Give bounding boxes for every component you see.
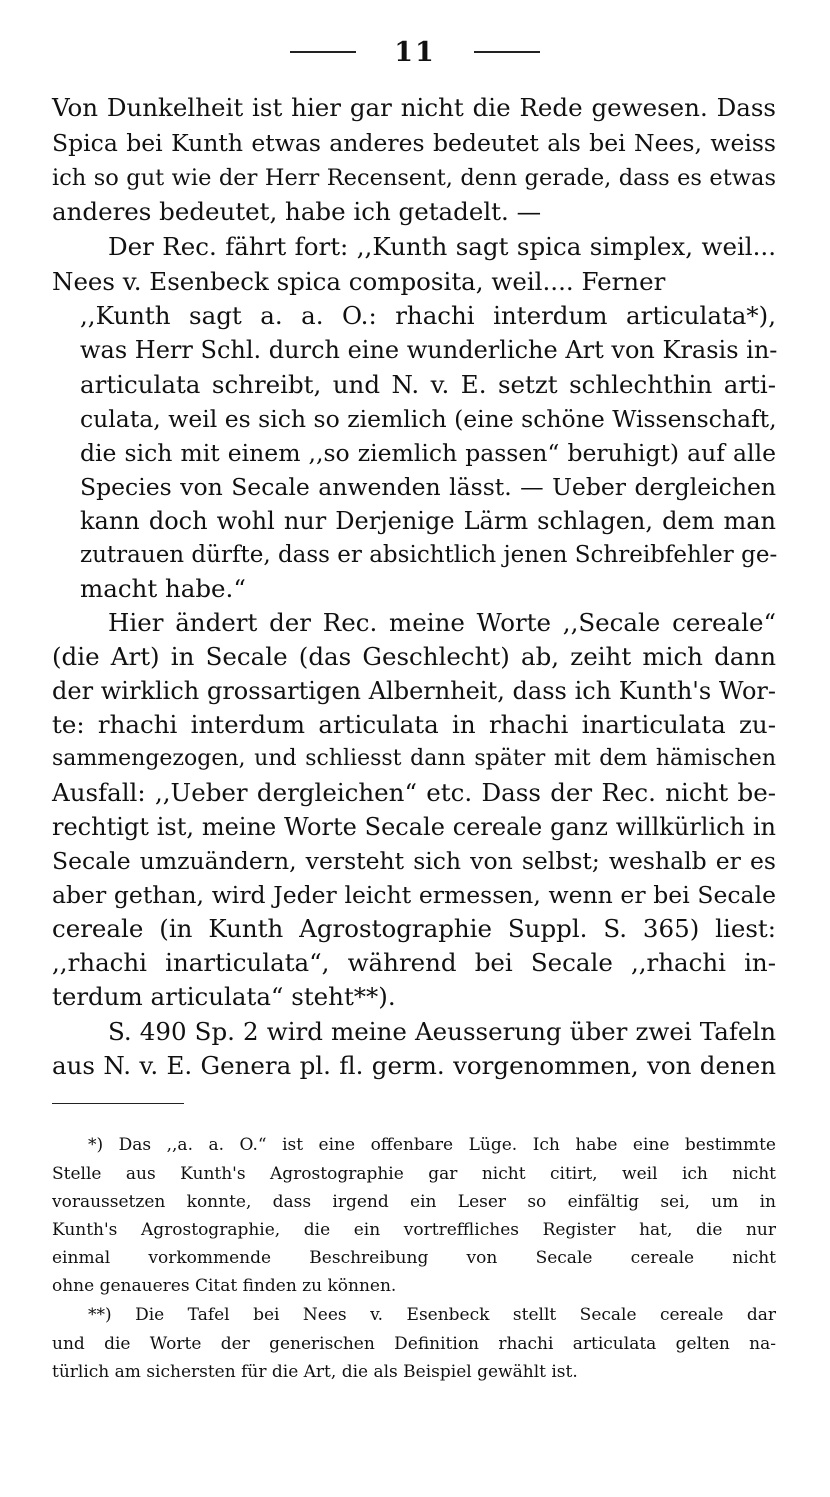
text-line: der wirklich grossartigen Albernheit, dass ich Kunth's Wor- bbox=[52, 677, 776, 705]
text-line: cereale (in Kunth Agrostographie Suppl. S. 365) liest: bbox=[52, 914, 776, 943]
footnote-line: und die Worte der generischen Definition rhachi articulata gelten na- bbox=[52, 1334, 776, 1354]
footnote-line: **) Die Tafel bei Nees v. Esenbeck stellt Secale cereale dar bbox=[88, 1305, 776, 1325]
text-line: ,,Kunth sagt a. a. O.: rhachi interdum articulata*), bbox=[80, 301, 776, 330]
text-line: Spica bei Kunth etwas anderes bedeutet als bei Nees, weiss bbox=[52, 129, 776, 157]
header-dash-left bbox=[290, 51, 356, 53]
text-line: culata, weil es sich so ziemlich (eine schöne Wissenschaft, bbox=[80, 405, 777, 433]
text-line: rechtigt ist, meine Worte Secale cereale ganz willkürlich in bbox=[52, 813, 776, 841]
page-number: 11 bbox=[394, 36, 436, 68]
text-line: Secale umzuändern, versteht sich von selbst; weshalb er es bbox=[52, 847, 776, 875]
footnote-line: einmal vorkommende Beschreibung von Secale cereale nicht bbox=[52, 1248, 776, 1268]
text-line: (die Art) in Secale (das Geschlecht) ab, zeiht mich dann bbox=[52, 642, 776, 671]
text-line: Ausfall: ,,Ueber dergleichen“ etc. Dass der Rec. nicht be- bbox=[52, 778, 776, 807]
page-header bbox=[0, 36, 830, 68]
footnote-separator bbox=[52, 1103, 184, 1104]
text-line: aus N. v. E. Genera pl. fl. germ. vorgenommen, von denen bbox=[52, 1051, 776, 1080]
text-line: sammengezogen, und schliesst dann später mit dem hämischen bbox=[52, 746, 776, 771]
text-line: te: rhachi interdum articulata in rhachi inarticulata zu- bbox=[52, 710, 776, 739]
text-line: articulata schreibt, und N. v. E. setzt schlechthin arti- bbox=[80, 370, 776, 399]
text-line: macht habe.“ bbox=[80, 574, 246, 603]
text-line: S. 490 Sp. 2 wird meine Aeusserung über zwei Tafeln bbox=[108, 1017, 776, 1046]
text-line: terdum articulata“ steht**). bbox=[52, 982, 396, 1011]
text-line: ,,rhachi inarticulata“, während bei Secale ,,rhachi in- bbox=[52, 948, 776, 977]
footnote-line: ohne genaueres Citat finden zu können. bbox=[52, 1276, 397, 1296]
footnote-line: türlich am sichersten für die Art, die als Beispiel gewählt ist. bbox=[52, 1362, 578, 1382]
text-line: Hier ändert der Rec. meine Worte ,,Secale cereale“ bbox=[108, 608, 776, 637]
text-line: Species von Secale anwenden lässt. — Ueber dergleichen bbox=[80, 473, 776, 501]
text-line: kann doch wohl nur Derjenige Lärm schlagen, dem man bbox=[80, 507, 776, 535]
footnote-line: Kunth's Agrostographie, die ein vortreffliches Register hat, die nur bbox=[52, 1220, 776, 1240]
header-dash-right bbox=[474, 51, 540, 53]
text-line: anderes bedeutet, habe ich getadelt. — bbox=[52, 197, 542, 226]
text-line: Von Dunkelheit ist hier gar nicht die Rede gewesen. Dass bbox=[52, 93, 776, 122]
text-line: was Herr Schl. durch eine wunderliche Art von Krasis in- bbox=[80, 336, 778, 364]
text-line: Der Rec. fährt fort: ,,Kunth sagt spica simplex, weil... bbox=[108, 232, 776, 261]
footnote-line: *) Das ,,a. a. O.“ ist eine offenbare Lüge. Ich habe eine bestimmte bbox=[88, 1135, 776, 1155]
text-line: aber gethan, wird Jeder leicht ermessen, wenn er bei Secale bbox=[52, 881, 776, 909]
footnote-line: Stelle aus Kunth's Agrostographie gar nicht citirt, weil ich nicht bbox=[52, 1164, 776, 1184]
footnote-line: voraussetzen konnte, dass irgend ein Leser so einfältig sei, um in bbox=[52, 1192, 776, 1212]
text-line: ich so gut wie der Herr Recensent, denn gerade, dass es etwas bbox=[52, 165, 776, 191]
text-line: Nees v. Esenbeck spica composita, weil.... Ferner bbox=[52, 267, 666, 296]
text-line: zutrauen dürfte, dass er absichtlich jenen Schreibfehler ge- bbox=[80, 542, 778, 568]
text-line: die sich mit einem ,,so ziemlich passen“ beruhigt) auf alle bbox=[80, 439, 776, 467]
